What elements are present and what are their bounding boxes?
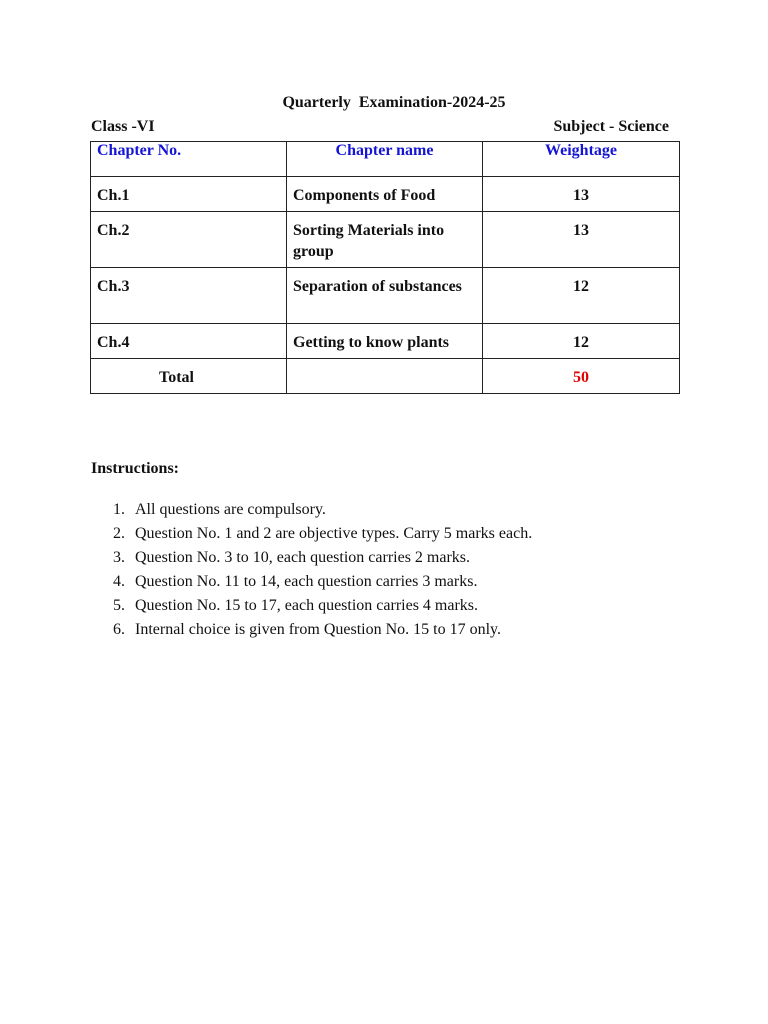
chapter-name-cell: Sorting Materials into group (287, 212, 483, 268)
total-value: 50 (483, 359, 680, 394)
list-item-number: 6. (113, 621, 125, 638)
table-total-row (91, 359, 680, 394)
instructions-list (91, 499, 532, 643)
list-item (91, 523, 532, 547)
list-item-text: Question No. 15 to 17, each question carries 4 marks. (135, 597, 479, 614)
table-row (91, 212, 680, 268)
column-header-chapter-name: Chapter name (287, 142, 483, 177)
weightage-cell: 12 (483, 268, 680, 324)
weightage-cell: 13 (483, 177, 680, 212)
subject-label: Subject - Science (553, 118, 669, 135)
list-item (91, 547, 532, 571)
total-empty-cell (287, 359, 483, 394)
list-item-number: 3. (113, 549, 125, 566)
column-header-weightage: Weightage (483, 142, 680, 177)
list-item-text: Question No. 1 and 2 are objective types. Carry 5 marks each. (135, 525, 533, 542)
list-item (91, 595, 532, 619)
instructions-heading: Instructions: (91, 460, 180, 477)
chapter-name-cell: Components of Food (287, 177, 483, 212)
list-item (91, 619, 532, 643)
list-item-number: 1. (113, 501, 125, 518)
list-item-number: 4. (113, 573, 125, 590)
table-row (91, 268, 680, 324)
list-item-text: Internal choice is given from Question No. 15 to 17 only. (135, 621, 501, 638)
table-row (91, 324, 680, 359)
chapter-no-cell: Ch.1 (91, 177, 287, 212)
chapter-name-cell: Separation of substances (287, 268, 483, 324)
chapter-no-cell: Ch.3 (91, 268, 287, 324)
list-item-text: Question No. 3 to 10, each question carries 2 marks. (135, 549, 471, 566)
list-item-number: 2. (113, 525, 125, 542)
weightage-cell: 13 (483, 212, 680, 268)
chapter-no-cell: Ch.2 (91, 212, 287, 268)
total-label: Total (91, 359, 287, 394)
list-item-text: Question No. 11 to 14, each question carries 3 marks. (135, 573, 478, 590)
weightage-cell: 12 (483, 324, 680, 359)
chapter-name-cell: Getting to know plants (287, 324, 483, 359)
exam-title: Quarterly Examination-2024-25 (282, 94, 506, 111)
weightage-table (90, 141, 680, 394)
class-label: Class -VI (91, 118, 155, 135)
table-header-row (91, 142, 680, 177)
list-item (91, 571, 532, 595)
table-row (91, 177, 680, 212)
list-item-text: All questions are compulsory. (135, 501, 326, 518)
list-item (91, 499, 532, 523)
chapter-no-cell: Ch.4 (91, 324, 287, 359)
list-item-number: 5. (113, 597, 125, 614)
column-header-chapter-no: Chapter No. (91, 142, 287, 177)
